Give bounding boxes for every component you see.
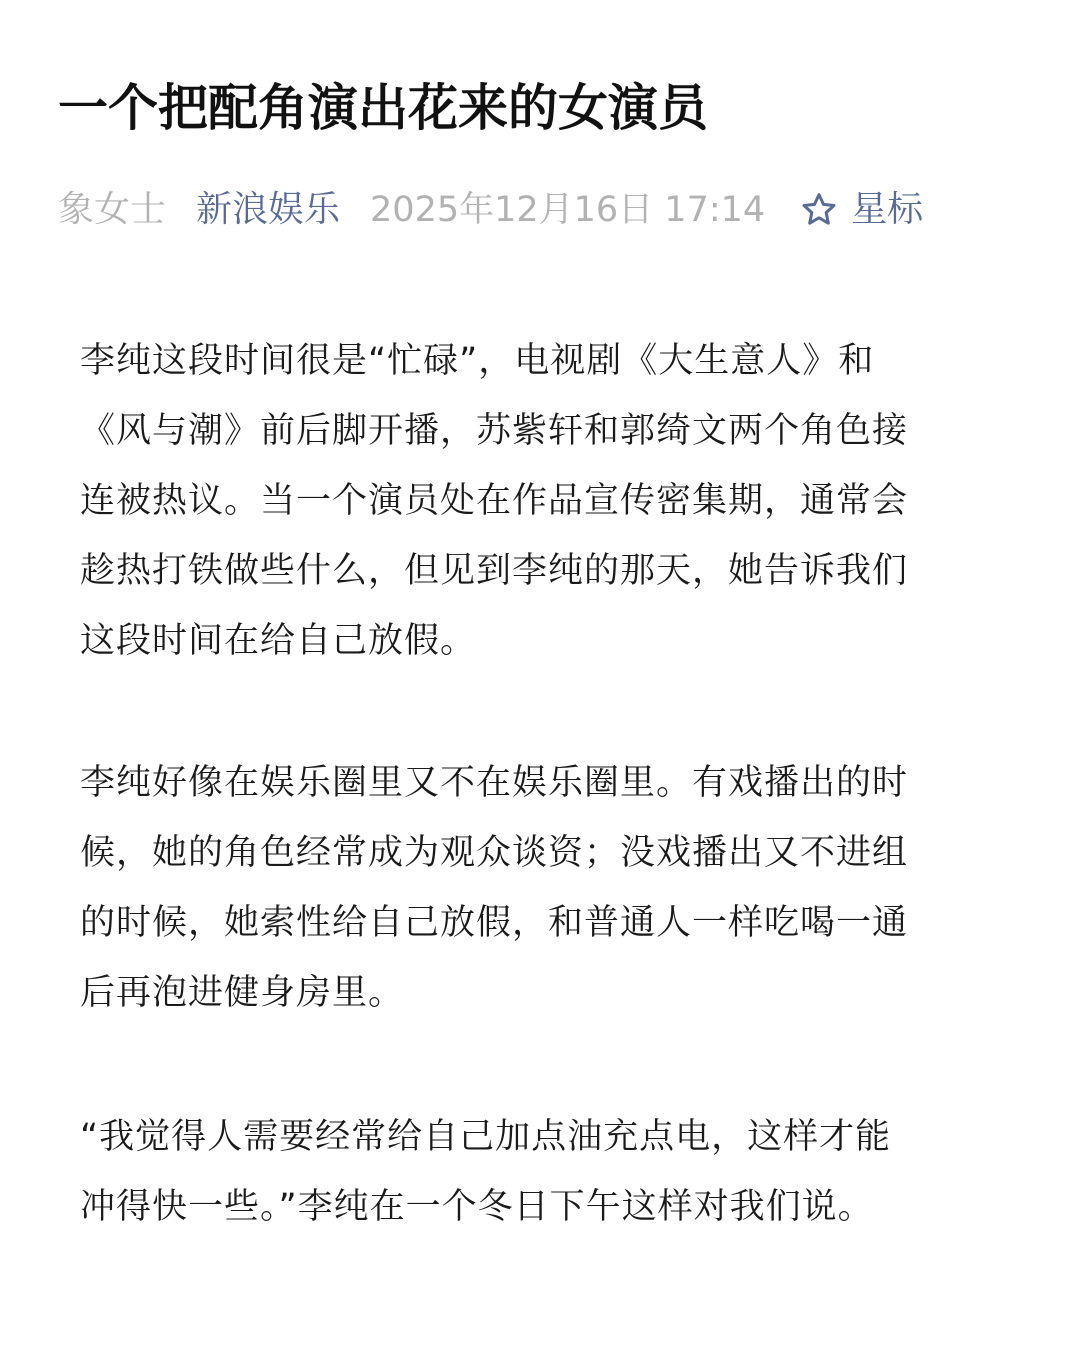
star-button[interactable] bbox=[799, 182, 923, 238]
paragraph-line: 趁热打铁做些什么，但见到李纯的那天，她告诉我们 bbox=[80, 551, 909, 591]
paragraph-line: 李纯这段时间很是“忙碌”，电视剧《大生意人》和 bbox=[80, 341, 875, 381]
paragraph-2 bbox=[80, 748, 1030, 1028]
author-name: 象女士 bbox=[58, 189, 167, 230]
paragraph-line: 李纯好像在娱乐圈里又不在娱乐圈里。有戏播出的时 bbox=[80, 763, 909, 803]
paragraph-1 bbox=[80, 326, 1030, 676]
star-label: 星标 bbox=[851, 189, 924, 230]
paragraph-line: 冲得快一些。”李纯在一个冬日下午这样对我们说。 bbox=[80, 1187, 874, 1227]
paragraph-line: 这段时间在给自己放假。 bbox=[80, 621, 477, 661]
paragraph-line: 连被热议。当一个演员处在作品宣传密集期，通常会 bbox=[80, 481, 909, 521]
paragraph-line: “我觉得人需要经常给自己加点油充点电，这样才能 bbox=[80, 1117, 892, 1157]
star-outline-icon bbox=[799, 190, 839, 230]
paragraph-line: 《风与潮》前后脚开播，苏紫轩和郭绮文两个角色接 bbox=[80, 411, 909, 451]
paragraph-line: 候，她的角色经常成为观众谈资；没戏播出又不进组 bbox=[80, 833, 909, 873]
paragraph-line: 后再泡进健身房里。 bbox=[80, 973, 405, 1013]
publish-date: 2025年12月16日 17:14 bbox=[370, 190, 766, 230]
paragraph-line: 的时候，她索性给自己放假，和普通人一样吃喝一通 bbox=[80, 903, 909, 943]
article-meta bbox=[58, 182, 1038, 238]
article-title: 一个把配角演出花来的女演员 bbox=[58, 79, 708, 137]
paragraph-3 bbox=[80, 1102, 1030, 1242]
account-name-link[interactable]: 新浪娱乐 bbox=[196, 189, 341, 230]
